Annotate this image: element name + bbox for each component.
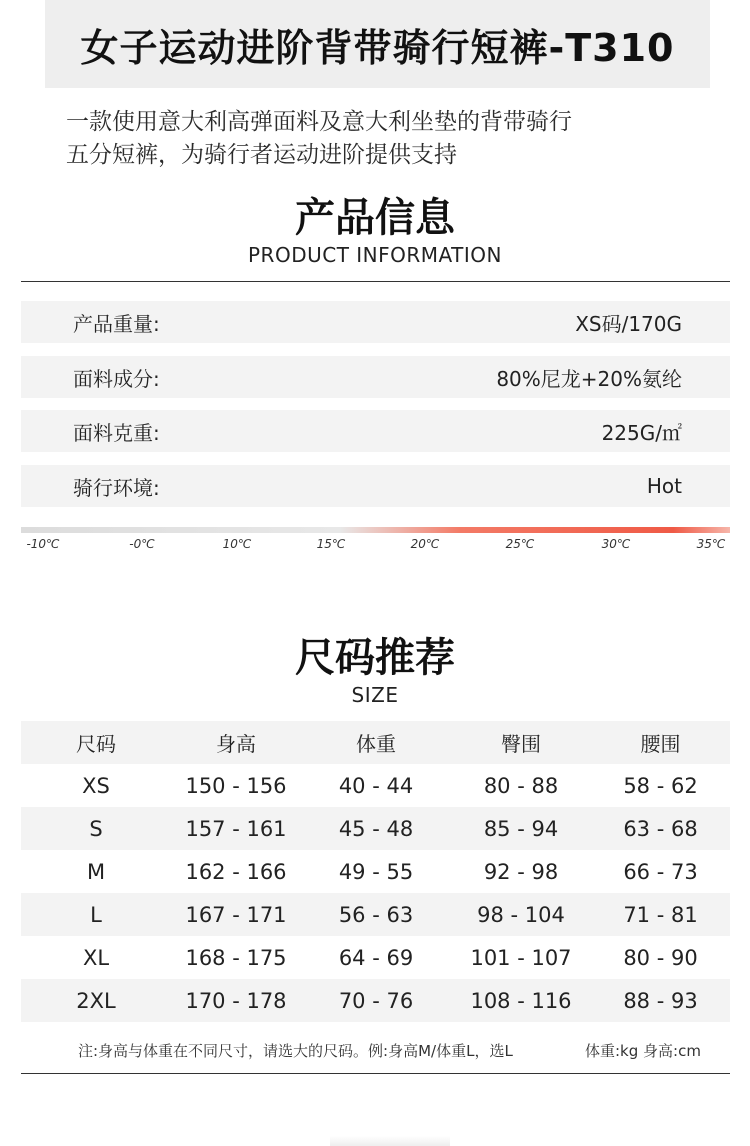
info-row-fabric-weight bbox=[21, 410, 730, 452]
cell-height: 157 - 161 bbox=[185, 816, 287, 841]
table-row bbox=[21, 893, 730, 936]
column-header-hip: 臀围 bbox=[501, 732, 541, 756]
info-label: 面料克重: bbox=[73, 420, 160, 445]
cell-weight: 45 - 48 bbox=[338, 816, 414, 841]
cell-height: 168 - 175 bbox=[185, 945, 287, 970]
bottom-decoration bbox=[330, 1136, 450, 1146]
column-header-height: 身高 bbox=[216, 732, 256, 756]
size-heading-zh: 尺码推荐 bbox=[295, 635, 455, 681]
table-row bbox=[21, 764, 730, 807]
temperature-label: 30℃ bbox=[601, 537, 631, 551]
size-heading-en: SIZE bbox=[351, 683, 399, 707]
info-value: 80%尼龙+20%氨纶 bbox=[496, 366, 682, 391]
info-label: 面料成分: bbox=[73, 366, 160, 391]
column-header-size: 尺码 bbox=[76, 732, 116, 756]
cell-waist: 71 - 81 bbox=[623, 902, 698, 927]
temperature-gradient-bar bbox=[21, 527, 730, 533]
cell-waist: 63 - 68 bbox=[623, 816, 698, 841]
cell-waist: 88 - 93 bbox=[623, 988, 698, 1013]
product-description bbox=[66, 106, 696, 172]
cell-weight: 70 - 76 bbox=[338, 988, 414, 1013]
description-line-2: 五分短裤，为骑行者运动进阶提供支持 bbox=[66, 142, 457, 168]
info-row-fabric bbox=[21, 356, 730, 398]
cell-waist: 80 - 90 bbox=[623, 945, 698, 970]
info-label: 骑行环境: bbox=[73, 475, 160, 500]
cell-hip: 92 - 98 bbox=[483, 859, 559, 884]
info-label: 产品重量: bbox=[73, 311, 160, 336]
page-title: 女子运动进阶背带骑行短裤-T310 bbox=[80, 25, 675, 70]
cell-hip: 80 - 88 bbox=[483, 773, 559, 798]
cell-waist: 66 - 73 bbox=[623, 859, 698, 884]
cell-size: M bbox=[86, 859, 106, 884]
table-header-row bbox=[21, 721, 730, 764]
cell-waist: 58 - 62 bbox=[623, 773, 698, 798]
info-value: Hot bbox=[646, 474, 682, 498]
cell-size: L bbox=[90, 902, 102, 927]
cell-size: XL bbox=[82, 945, 110, 970]
cell-weight: 49 - 55 bbox=[338, 859, 414, 884]
cell-hip: 98 - 104 bbox=[477, 902, 565, 927]
cell-weight: 56 - 63 bbox=[338, 902, 414, 927]
temperature-label: 25℃ bbox=[505, 537, 535, 551]
product-info-heading-zh: 产品信息 bbox=[295, 195, 455, 241]
product-info-heading-en: PRODUCT INFORMATION bbox=[248, 243, 502, 267]
size-units-text: 体重:kg 身高:cm bbox=[585, 1042, 701, 1060]
temperature-label: -10℃ bbox=[26, 537, 60, 551]
cell-size: S bbox=[89, 816, 103, 841]
info-row-environment bbox=[21, 465, 730, 507]
info-value: XS码/170G bbox=[575, 311, 682, 336]
cell-weight: 64 - 69 bbox=[338, 945, 414, 970]
size-table bbox=[21, 721, 730, 1022]
table-row bbox=[21, 936, 730, 979]
cell-size: 2XL bbox=[76, 988, 116, 1013]
cell-hip: 85 - 94 bbox=[483, 816, 559, 841]
cell-hip: 101 - 107 bbox=[470, 945, 572, 970]
temperature-label: -0℃ bbox=[129, 537, 155, 551]
column-header-waist: 腰围 bbox=[640, 732, 681, 756]
cell-height: 170 - 178 bbox=[185, 988, 287, 1013]
size-heading bbox=[0, 634, 750, 708]
section-divider bbox=[21, 1073, 730, 1074]
info-value: 225G/㎡ bbox=[601, 420, 682, 445]
cell-weight: 40 - 44 bbox=[338, 773, 414, 798]
product-info-heading bbox=[0, 194, 750, 268]
temperature-scale-labels bbox=[21, 537, 730, 553]
description-line-1: 一款使用意大利高弹面料及意大利坐垫的背带骑行 bbox=[66, 109, 572, 135]
table-row bbox=[21, 850, 730, 893]
cell-size: XS bbox=[82, 773, 110, 798]
title-band bbox=[45, 0, 710, 88]
section-divider bbox=[21, 281, 730, 282]
table-row bbox=[21, 807, 730, 850]
temperature-label: 20℃ bbox=[410, 537, 440, 551]
temperature-label: 35℃ bbox=[696, 537, 726, 551]
cell-height: 167 - 171 bbox=[185, 902, 287, 927]
temperature-label: 10℃ bbox=[222, 537, 252, 551]
info-row-weight bbox=[21, 301, 730, 343]
size-note-text: 注:身高与体重在不同尺寸，请选大的尺码。例:身高M/体重L，选L bbox=[78, 1042, 513, 1060]
table-row bbox=[21, 979, 730, 1022]
cell-hip: 108 - 116 bbox=[470, 988, 572, 1013]
size-note bbox=[21, 1030, 730, 1068]
cell-height: 150 - 156 bbox=[185, 773, 287, 798]
column-header-weight: 体重 bbox=[356, 732, 396, 756]
cell-height: 162 - 166 bbox=[185, 859, 287, 884]
temperature-label: 15℃ bbox=[316, 537, 346, 551]
